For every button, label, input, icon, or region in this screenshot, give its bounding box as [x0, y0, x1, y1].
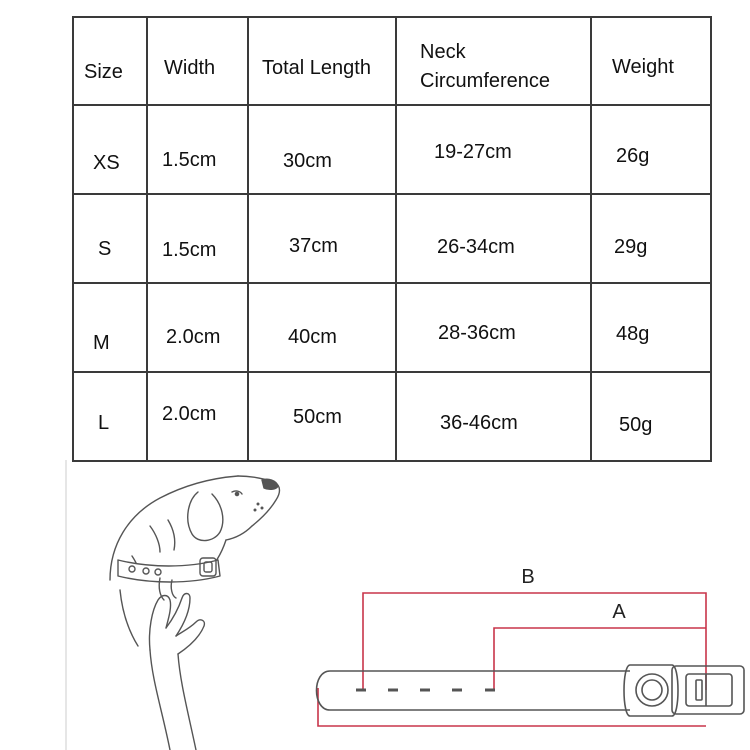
measure-a-line [494, 628, 706, 690]
total-length-value: 50cm [293, 406, 342, 428]
header-total-length-cell [248, 17, 396, 105]
total-length-cell [248, 105, 396, 194]
size-value: L [98, 412, 110, 434]
weight-value: 48g [616, 323, 650, 345]
total-length-value: 37cm [289, 235, 338, 257]
neck-value: 28-36cm [438, 322, 516, 344]
header-total-length: Total Length [262, 57, 371, 79]
header-neck-line1: Neck [420, 41, 466, 63]
neck-cell [396, 105, 591, 194]
total-length-value: 30cm [283, 150, 332, 172]
width-cell [147, 372, 248, 461]
header-neck-cell [396, 17, 591, 105]
size-cell [73, 105, 147, 194]
neck-value: 36-46cm [440, 412, 518, 434]
total-length-value: 40cm [288, 326, 337, 348]
size-cell [73, 194, 147, 283]
total-length-cell [248, 283, 396, 372]
total-length-cell [248, 194, 396, 283]
size-value: XS [93, 152, 120, 174]
width-value: 1.5cm [162, 239, 217, 261]
header-size: Size [84, 61, 123, 83]
table-header-row [73, 17, 711, 105]
header-neck-line2: Circumference [420, 70, 551, 92]
illustration-area [0, 460, 750, 750]
width-value: 1.5cm [162, 149, 217, 171]
neck-value: 19-27cm [434, 141, 512, 163]
width-cell [147, 194, 248, 283]
size-value: M [93, 332, 110, 354]
table-row [73, 194, 711, 283]
measure-total-line [318, 688, 706, 726]
header-size-cell [73, 17, 147, 105]
weight-value: 29g [614, 236, 648, 258]
width-value: 2.0cm [166, 326, 221, 348]
weight-value: 26g [616, 145, 650, 167]
header-weight: Weight [612, 56, 674, 78]
table-row [73, 105, 711, 194]
neck-value: 26-34cm [437, 236, 515, 258]
neck-cell [396, 194, 591, 283]
width-value: 2.0cm [162, 403, 217, 425]
weight-cell [591, 194, 711, 283]
neck-cell [396, 372, 591, 461]
weight-value: 50g [619, 414, 653, 436]
width-cell [147, 105, 248, 194]
measure-b-line [363, 593, 706, 690]
label-a: A [612, 601, 626, 623]
table-row [73, 372, 711, 461]
size-cell [73, 283, 147, 372]
label-b: B [521, 566, 535, 588]
dog-illustration [110, 476, 280, 750]
size-chart-table [72, 16, 712, 462]
size-cell [73, 372, 147, 461]
header-width-cell [147, 17, 248, 105]
size-value: S [98, 238, 112, 260]
neck-cell [396, 283, 591, 372]
total-length-cell [248, 372, 396, 461]
weight-cell [591, 283, 711, 372]
header-weight-cell [591, 17, 711, 105]
width-cell [147, 283, 248, 372]
weight-cell [591, 372, 711, 461]
collar-illustration [317, 665, 745, 716]
table-row [73, 283, 711, 372]
header-width: Width [164, 57, 216, 79]
weight-cell [591, 105, 711, 194]
